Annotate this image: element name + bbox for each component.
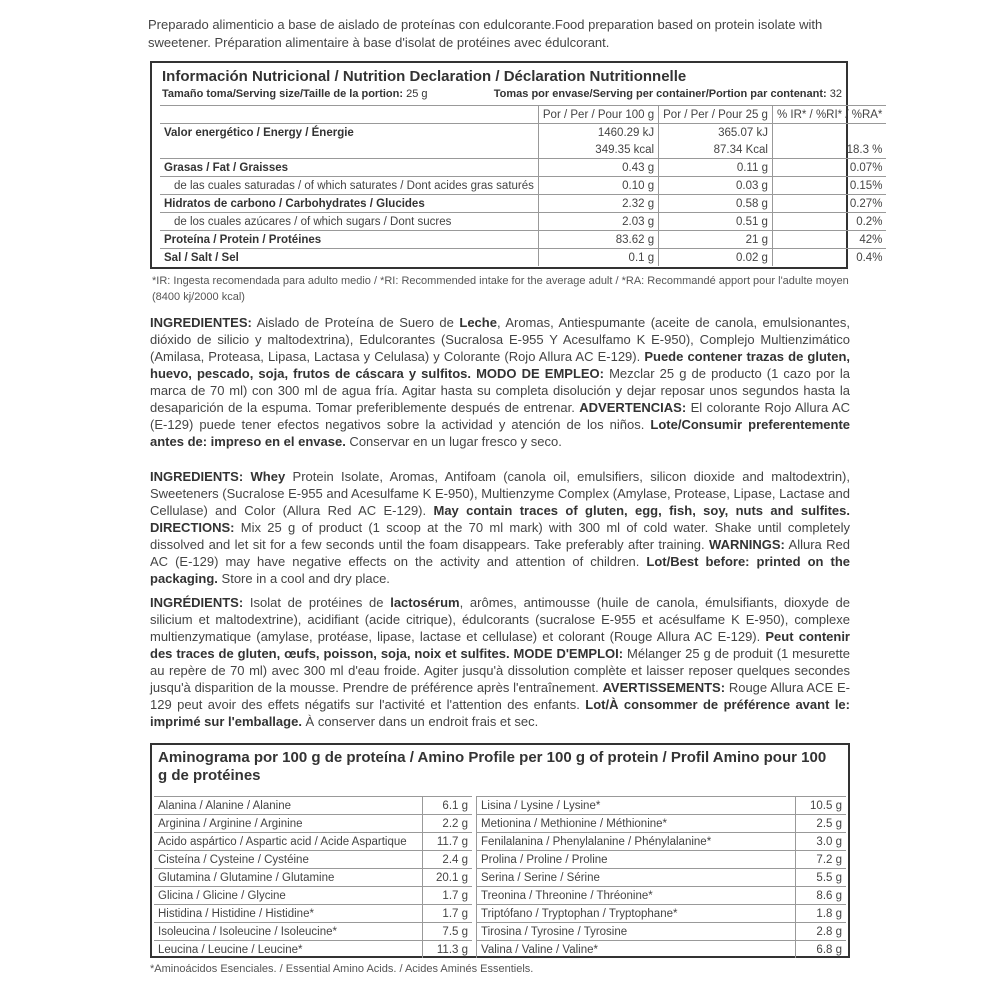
- amino-panel: [150, 743, 850, 958]
- nutrition-row: [160, 231, 886, 249]
- amino-name: Metionina / Methionine / Méthionine*: [477, 815, 796, 833]
- nutrition-title: Información Nutricional / Nutrition Declaration / Déclaration Nutritionnelle: [162, 68, 687, 85]
- text: Mélanger 25 g de produit (1 mesurette au repère de 70 ml) avec 300 ml d'eau froide. Agiter jusqu'à dissolution complète et laisser reposer quelques secondes jusqu'à disparition de la mousse. Prendre de préférence après l'entraînement.: [150, 646, 850, 695]
- amino-value: 6.1 g: [423, 797, 473, 815]
- nutrition-header-row: [160, 106, 886, 124]
- amino-name: Tirosina / Tyrosine / Tyrosine: [477, 923, 796, 941]
- value-per-100g: 0.1 g: [538, 249, 658, 267]
- value-percent-ri: 0.2%: [772, 213, 886, 231]
- nutrient-name: de los cuales azúcares / of which sugars / Dont sucres: [160, 213, 538, 231]
- bold-text: Peut contenir des traces de gluten, œufs, poisson, soja, noix et sulfites. MODE D'EMPLOI:: [150, 629, 850, 661]
- amino-value: 2.2 g: [423, 815, 473, 833]
- text: Store in a cool and dry place.: [217, 571, 390, 586]
- value-per-100g: 83.62 g: [538, 231, 658, 249]
- text: Allura Red AC (E-129) may have negative effects on the activity and attention of children.: [150, 537, 850, 569]
- nutrition-row: [160, 124, 886, 142]
- amino-row: [154, 851, 472, 869]
- amino-row: [477, 923, 847, 941]
- nutrition-row: [160, 159, 886, 177]
- amino-value: 7.2 g: [796, 851, 847, 869]
- text: Mezclar 25 g de producto (1 cazo por la marca de 70 ml) con 300 ml de agua fría. Agitar hasta su completa disolución y dejar reposar unos segundos hasta la desaparición de la espuma. Tomar preferiblemente después de entrenar.: [150, 366, 850, 415]
- value-per-25g: 0.03 g: [659, 177, 773, 195]
- text: El colorante Rojo Allura AC (E-129) puede tener efectos negativos sobre la actividad y atención de los niños.: [150, 400, 850, 432]
- amino-name: Glutamina / Glutamine / Glutamine: [154, 869, 423, 887]
- text: À conserver dans un endroit frais et sec.: [301, 714, 539, 729]
- servings-value: 32: [829, 88, 842, 100]
- nutrient-name: Hidratos de carbono / Carbohydrates / Glucides: [160, 195, 538, 213]
- nutrition-header-cell: Por / Per / Pour 100 g: [538, 106, 658, 124]
- intro-text: Preparado alimenticio a base de aislado de proteínas con edulcorante.Food preparation based on protein isolate with sweetener. Préparation alimentaire à base d'isolat de protéines avec édulcorant.: [148, 17, 823, 50]
- nutrient-name: de las cuales saturadas / of which saturates / Dont acides gras saturés: [160, 177, 538, 195]
- amino-name: Glicina / Glicine / Glycine: [154, 887, 423, 905]
- amino-value: 7.5 g: [423, 923, 473, 941]
- bold-text: Lot/À consommer de préférence avant le: imprimé sur l'emballage.: [150, 697, 850, 729]
- nutrient-name: Grasas / Fat / Graisses: [160, 159, 538, 177]
- amino-name: Prolina / Proline / Proline: [477, 851, 796, 869]
- nutrient-name: Proteína / Protein / Protéines: [160, 231, 538, 249]
- amino-name: Valina / Valine / Valine*: [477, 941, 796, 959]
- amino-name: Leucina / Leucine / Leucine*: [154, 941, 423, 959]
- amino-name: Cisteína / Cysteine / Cystéine: [154, 851, 423, 869]
- value-per-25g: 0.02 g: [659, 249, 773, 267]
- value-percent-ri: 0.07%: [772, 159, 886, 177]
- text: , arômes, antimousse (huile de canola, émulsifiants, dioxyde de silicium et maltodextrine), acidifiant (acide citrique), édulcorants (sucralose E-955 et acésulfame K E-950), complexe multienzymatique (amylase, protéase, lipase, lactase et cellulase) et colorant (Rouge Allura AC E-129).: [150, 595, 851, 644]
- amino-name: Treonina / Threonine / Thréonine*: [477, 887, 796, 905]
- bold-text: INGRÉDIENTS:: [150, 595, 244, 610]
- serving-size-label: Tamaño toma/Serving size/Taille de la portion:: [162, 88, 404, 100]
- amino-row: [154, 905, 472, 923]
- amino-footnote: *Aminoácidos Esenciales. / Essential Amino Acids. / Acides Aminés Essentiels.: [150, 963, 534, 975]
- amino-name: Triptófano / Tryptophan / Tryptophane*: [477, 905, 796, 923]
- value-percent-ri: [772, 124, 886, 142]
- amino-value: 2.5 g: [796, 815, 847, 833]
- intake-note: *IR: Ingesta recomendada para adulto medio / *RI: Recommended intake for the average adult / *RA: Recommandé apport pour l'adulte moyen (8400 kj/2000 kcal): [152, 275, 849, 303]
- nutrition-header-cell: Por / Per / Pour 25 g: [659, 106, 773, 124]
- amino-value: 1.8 g: [796, 905, 847, 923]
- value-per-100g: 1460.29 kJ: [538, 124, 658, 142]
- amino-row: [154, 797, 472, 815]
- bold-text: INGREDIENTES:: [150, 315, 252, 330]
- nutrition-row: [160, 177, 886, 195]
- amino-value: 3.0 g: [796, 833, 847, 851]
- amino-value: 10.5 g: [796, 797, 847, 815]
- amino-name: Alanina / Alanine / Alanine: [154, 797, 423, 815]
- bold-text: WARNINGS:: [709, 537, 785, 552]
- value-percent-ri: 0.4%: [772, 249, 886, 267]
- value-per-25g: 0.58 g: [659, 195, 773, 213]
- amino-row: [477, 797, 847, 815]
- amino-name: Acido aspártico / Aspartic acid / Acide Aspartique: [154, 833, 423, 851]
- bold-text: Leche: [459, 315, 497, 330]
- nutrient-name: Sal / Salt / Sel: [160, 249, 538, 267]
- nutrition-table: [160, 105, 886, 266]
- bold-text: Lot/Best before: printed on the packaging.: [150, 554, 850, 586]
- nutrient-name: Valor energético / Energy / Énergie: [160, 124, 538, 142]
- amino-name: Fenilalanina / Phenylalanine / Phénylalanine*: [477, 833, 796, 851]
- amino-row: [154, 815, 472, 833]
- amino-table-left: [154, 796, 472, 958]
- nutrition-row: [160, 195, 886, 213]
- value-per-25g: 365.07 kJ: [659, 124, 773, 142]
- text: , Aromas, Antiespumante (aceite de canola, emulsionantes, dióxido de silicio y maltodextrina), Edulcorantes (Sucralosa E-955 Y Acesulfamo K E-950), Complejo Multienzimático (Amilasa, Proteasa, Lipasa, Lactasa y Celulasa) y Colorante (Rojo Allura AC E-129).: [150, 315, 850, 364]
- amino-name: Isoleucina / Isoleucine / Isoleucine*: [154, 923, 423, 941]
- nutrition-row: [160, 249, 886, 267]
- bold-text: ADVERTENCIAS:: [579, 400, 687, 415]
- bold-text: INGREDIENTS:: [150, 469, 244, 484]
- value-percent-ri: 18.3 %: [772, 141, 886, 159]
- amino-value: 11.7 g: [423, 833, 473, 851]
- nutrition-header-cell: [160, 106, 538, 124]
- amino-value: 2.8 g: [796, 923, 847, 941]
- serving-size-value: 25 g: [406, 88, 428, 100]
- amino-row: [154, 941, 472, 959]
- amino-title: Aminograma por 100 g de proteína / Amino Profile per 100 g of protein / Profil Amino pour 100 g de protéines: [158, 749, 827, 784]
- value-percent-ri: 42%: [772, 231, 886, 249]
- text: Aislado de Proteína de Suero de: [251, 315, 460, 330]
- amino-value: 1.7 g: [423, 905, 473, 923]
- amino-value: 1.7 g: [423, 887, 473, 905]
- amino-row: [154, 923, 472, 941]
- amino-row: [477, 851, 847, 869]
- serving-info: [162, 88, 842, 100]
- bold-text: May contain traces of gluten, egg, fish, soy, nuts and sulfites. DIRECTIONS:: [150, 503, 850, 535]
- amino-value: 20.1 g: [423, 869, 473, 887]
- value-per-100g: 2.32 g: [538, 195, 658, 213]
- value-per-25g: 21 g: [659, 231, 773, 249]
- amino-name: Lisina / Lysine / Lysine*: [477, 797, 796, 815]
- value-percent-ri: 0.27%: [772, 195, 886, 213]
- amino-name: Arginina / Arginine / Arginine: [154, 815, 423, 833]
- amino-row: [477, 887, 847, 905]
- amino-name: Histidina / Histidine / Histidine*: [154, 905, 423, 923]
- amino-table-right: [476, 796, 846, 958]
- amino-row: [154, 869, 472, 887]
- bold-text: lactosérum: [390, 595, 460, 610]
- value-per-100g: 0.10 g: [538, 177, 658, 195]
- amino-row: [154, 887, 472, 905]
- amino-value: 2.4 g: [423, 851, 473, 869]
- value-per-100g: 349.35 kcal: [538, 141, 658, 159]
- amino-row: [477, 815, 847, 833]
- amino-value: 11.3 g: [423, 941, 473, 959]
- value-per-25g: 0.11 g: [659, 159, 773, 177]
- text: Isolat de protéines de: [243, 595, 391, 610]
- text: [243, 469, 250, 484]
- bold-text: Puede contener trazas de gluten, huevo, pescado, soja, frutos de cáscara y sulfitos. MODO DE EMPLEO:: [150, 349, 851, 381]
- ingredients-es: [150, 314, 850, 450]
- text: Conservar en un lugar fresco y seco.: [345, 434, 562, 449]
- value-percent-ri: 0.15%: [772, 177, 886, 195]
- amino-name: Serina / Serine / Sérine: [477, 869, 796, 887]
- value-per-25g: 0.51 g: [659, 213, 773, 231]
- amino-row: [477, 905, 847, 923]
- nutrition-panel: [150, 61, 883, 269]
- amino-value: 8.6 g: [796, 887, 847, 905]
- amino-row: [477, 833, 847, 851]
- text: Rouge Allura ACE E-129 peut avoir des effets négatifs sur l'activité et l'attention des enfants.: [150, 680, 850, 712]
- servings-label: Tomas por envase/Serving per container/Portion par contenant:: [493, 88, 827, 100]
- value-per-100g: 0.43 g: [538, 159, 658, 177]
- amino-value: 5.5 g: [796, 869, 847, 887]
- amino-row: [477, 869, 847, 887]
- ingredients-en: [150, 468, 850, 587]
- amino-value: 6.8 g: [796, 941, 847, 959]
- ingredients-fr: [150, 594, 850, 730]
- amino-row: [154, 833, 472, 851]
- text: Protein Isolate, Aromas, Antifoam (canola oil, emulsifiers, silicon dioxide and maltodextrin), Sweeteners (Sucralose E-955 and Acesulfame K E-950), Multienzyme Complex (Amylase, Protease, Lipase, Lactase and Cellulase) and Color (Allura Red AC E-129).: [150, 469, 850, 518]
- bold-text: Lote/Consumir preferentemente antes de: impreso en el envase.: [150, 417, 851, 449]
- nutrition-row: [160, 141, 886, 159]
- nutrition-row: [160, 213, 886, 231]
- bold-text: AVERTISSEMENTS:: [602, 680, 726, 695]
- nutrition-header-cell: % IR* / %RI* / %RA*: [772, 106, 886, 124]
- value-per-100g: 2.03 g: [538, 213, 658, 231]
- amino-row: [477, 941, 847, 959]
- text: Mix 25 g of product (1 scoop at the 70 ml mark) with 300 ml of cold water. Shake until completely dissolved and let sit for a few seconds until the foam disappears. Take preferably after training.: [150, 520, 850, 552]
- value-per-25g: 87.34 Kcal: [659, 141, 773, 159]
- bold-text: Whey: [250, 469, 286, 484]
- nutrient-name: [160, 141, 538, 159]
